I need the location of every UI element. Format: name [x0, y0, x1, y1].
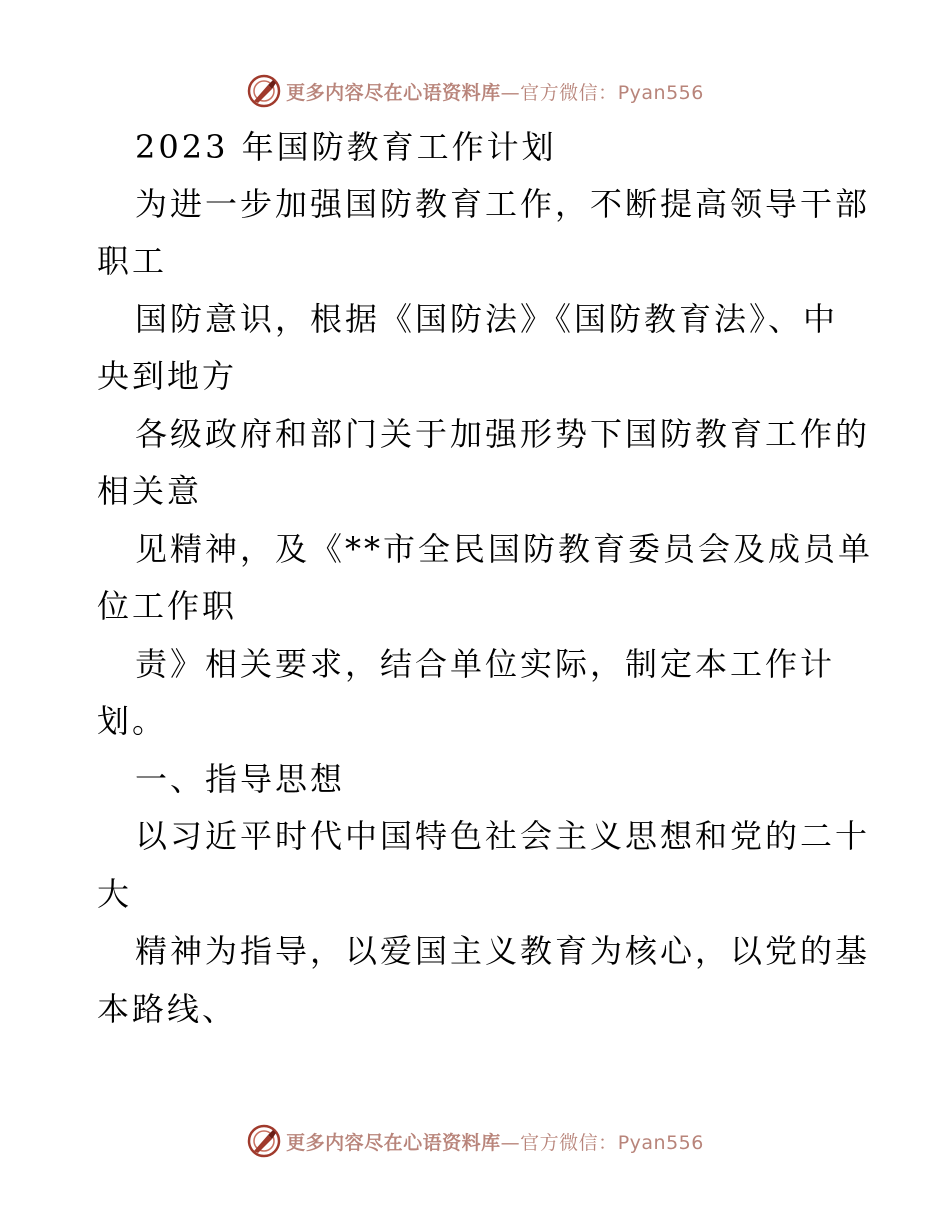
watermark-account: Pyan556	[617, 81, 704, 104]
pen-logo-icon	[246, 1123, 282, 1159]
paragraph-line: 各级政府和部门关于加强形势下国防教育工作的	[135, 415, 871, 453]
watermark-suffix: —官方微信：	[500, 1131, 618, 1154]
footer-watermark	[0, 1121, 950, 1161]
document-title: 2023 年国防教育工作计划	[135, 128, 557, 166]
pen-logo-icon	[246, 73, 282, 109]
watermark-suffix: —官方微信：	[500, 81, 618, 104]
paragraph-line: 见精神，及《**市全民国防教育委员会及成员单	[135, 530, 874, 568]
paragraph-line: 职工	[97, 242, 168, 280]
header-watermark	[0, 71, 950, 111]
section-heading: 一、指导思想	[135, 760, 346, 798]
watermark-brand: 更多内容尽在心语资料库	[286, 1131, 501, 1154]
paragraph-line: 为进一步加强国防教育工作，不断提高领导干部	[135, 185, 871, 223]
watermark-text	[286, 78, 704, 105]
paragraph-line: 本路线、	[97, 990, 238, 1028]
paragraph-line: 央到地方	[97, 357, 238, 395]
paragraph-line: 责》相关要求，结合单位实际，制定本工作计	[135, 645, 836, 683]
paragraph-line: 相关意	[97, 472, 203, 510]
watermark-brand: 更多内容尽在心语资料库	[286, 81, 501, 104]
paragraph-line: 位工作职	[97, 587, 238, 625]
paragraph-line: 精神为指导，以爱国主义教育为核心，以党的基	[135, 932, 871, 970]
paragraph-line: 大	[97, 875, 133, 913]
paragraph-line: 以习近平时代中国特色社会主义思想和党的二十	[135, 817, 871, 855]
watermark-account: Pyan556	[617, 1131, 704, 1154]
paragraph-line: 划。	[97, 702, 168, 740]
paragraph-line: 国防意识，根据《国防法》《国防教育法》、中	[135, 300, 839, 338]
watermark-text	[286, 1128, 704, 1155]
